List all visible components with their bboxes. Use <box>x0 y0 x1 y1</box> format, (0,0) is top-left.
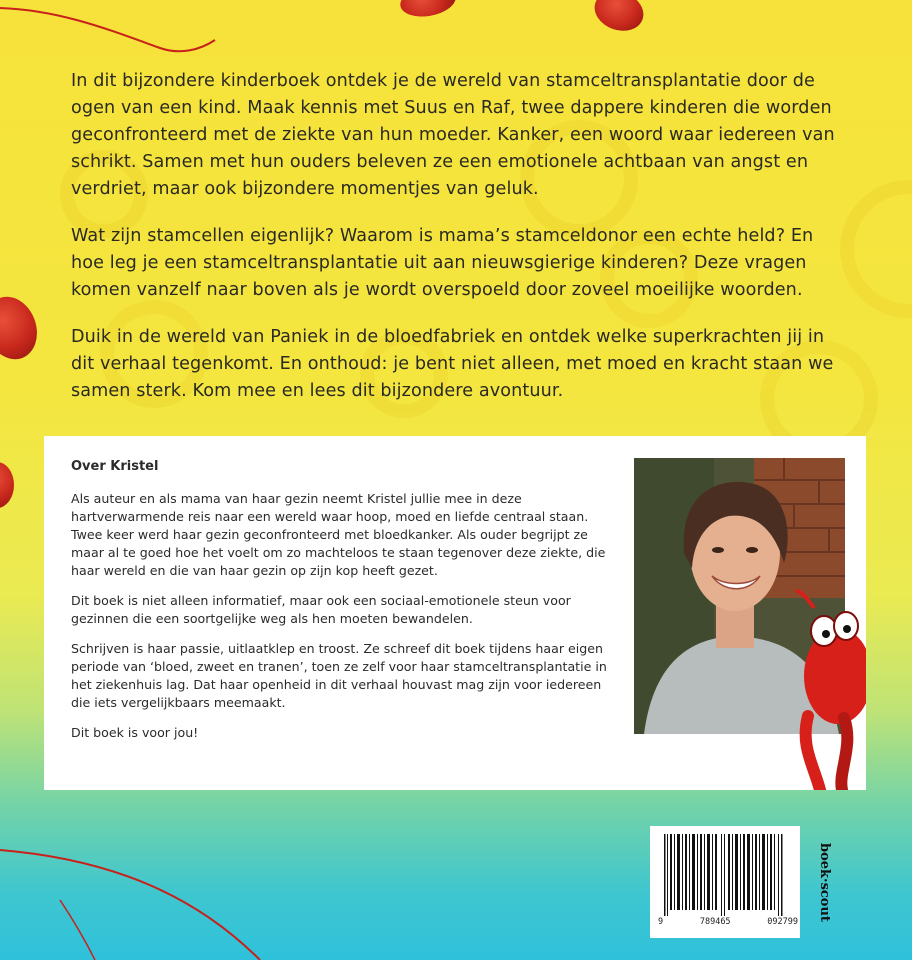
publisher-logo: boek·scout <box>817 842 832 922</box>
isbn-barcode <box>650 826 800 938</box>
blood-cell-icon <box>589 0 649 37</box>
blurb-text <box>71 68 851 425</box>
isbn-right-digits: 092799 <box>767 917 798 927</box>
author-bio <box>71 458 611 754</box>
isbn-left-digits: 789465 <box>699 917 731 927</box>
blood-cell-icon <box>0 289 45 366</box>
barcode-icon <box>650 826 800 916</box>
author-paragraph: Dit boek is voor jou! <box>71 725 199 740</box>
author-heading: Over Kristel <box>71 459 159 474</box>
isbn-digits <box>658 917 798 927</box>
author-paragraph: Dit boek is niet alleen informatief, maar ook een sociaal-emotionele steun voor gezinnen die een soortgelijke weg als hen moeten bewandelen. <box>71 593 571 626</box>
blood-cell-icon <box>0 462 14 508</box>
author-paragraph: Schrijven is haar passie, uitlaatklep en troost. Ze schreef dit boek tijdens haar eigen periode van ‘bloed, zweet en tranen’, toen ze zelf voor haar stamceltransplantatie in het ziekenhuis lag. Dat haar openheid in dit verhaal houvast mag zijn voor iedereen die iets vergelijkbaars meemaakt. <box>71 641 607 710</box>
author-panel <box>44 436 866 790</box>
author-paragraph: Als auteur en als mama van haar gezin neemt Kristel jullie mee in deze hartverwarmende reis naar een wereld waar hoop, moed en liefde centraal staan. Twee keer werd haar gezin geconfronteerd met bloedkanker. Als ouder begrijpt ze maar al te goed hoe het voelt om zo machteloos te staan tegenover deze ziekte, die haar wereld en die van haar gezin op zijn kop heeft gezet. <box>71 491 606 578</box>
blurb-paragraph: Duik in de wereld van Paniek in de bloedfabriek en ontdek welke superkrachten jij in dit verhaal tegenkomt. En onthoud: je bent niet alleen, met moed en kracht staan we samen sterk. Kom mee en lees dit bijzondere avontuur. <box>71 327 834 401</box>
blurb-paragraph: Wat zijn stamcellen eigenlijk? Waarom is mama’s stamceldonor een echte held? En hoe leg je een stamceltransplantatie uit aan nieuwsgierige kinderen? Deze vragen komen vanzelf naar boven als je wordt overspoeld door zoveel moeilijke woorden. <box>71 226 814 300</box>
blurb-paragraph: In dit bijzondere kinderboek ontdek je de wereld van stamceltransplantatie door de ogen van een kind. Maak kennis met Suus en Raf, twee dappere kinderen die worden geconfronteerd met de ziekte van hun moeder. Kanker, een woord waar iedereen van schrikt. Samen met hun ouders beleven ze een emotionele achtbaan van angst en verdriet, maar ook bijzondere momentjes van geluk. <box>71 71 835 199</box>
isbn-lead-digit: 9 <box>658 917 664 927</box>
mascot-icon <box>794 586 866 790</box>
blood-cell-icon <box>398 0 458 21</box>
